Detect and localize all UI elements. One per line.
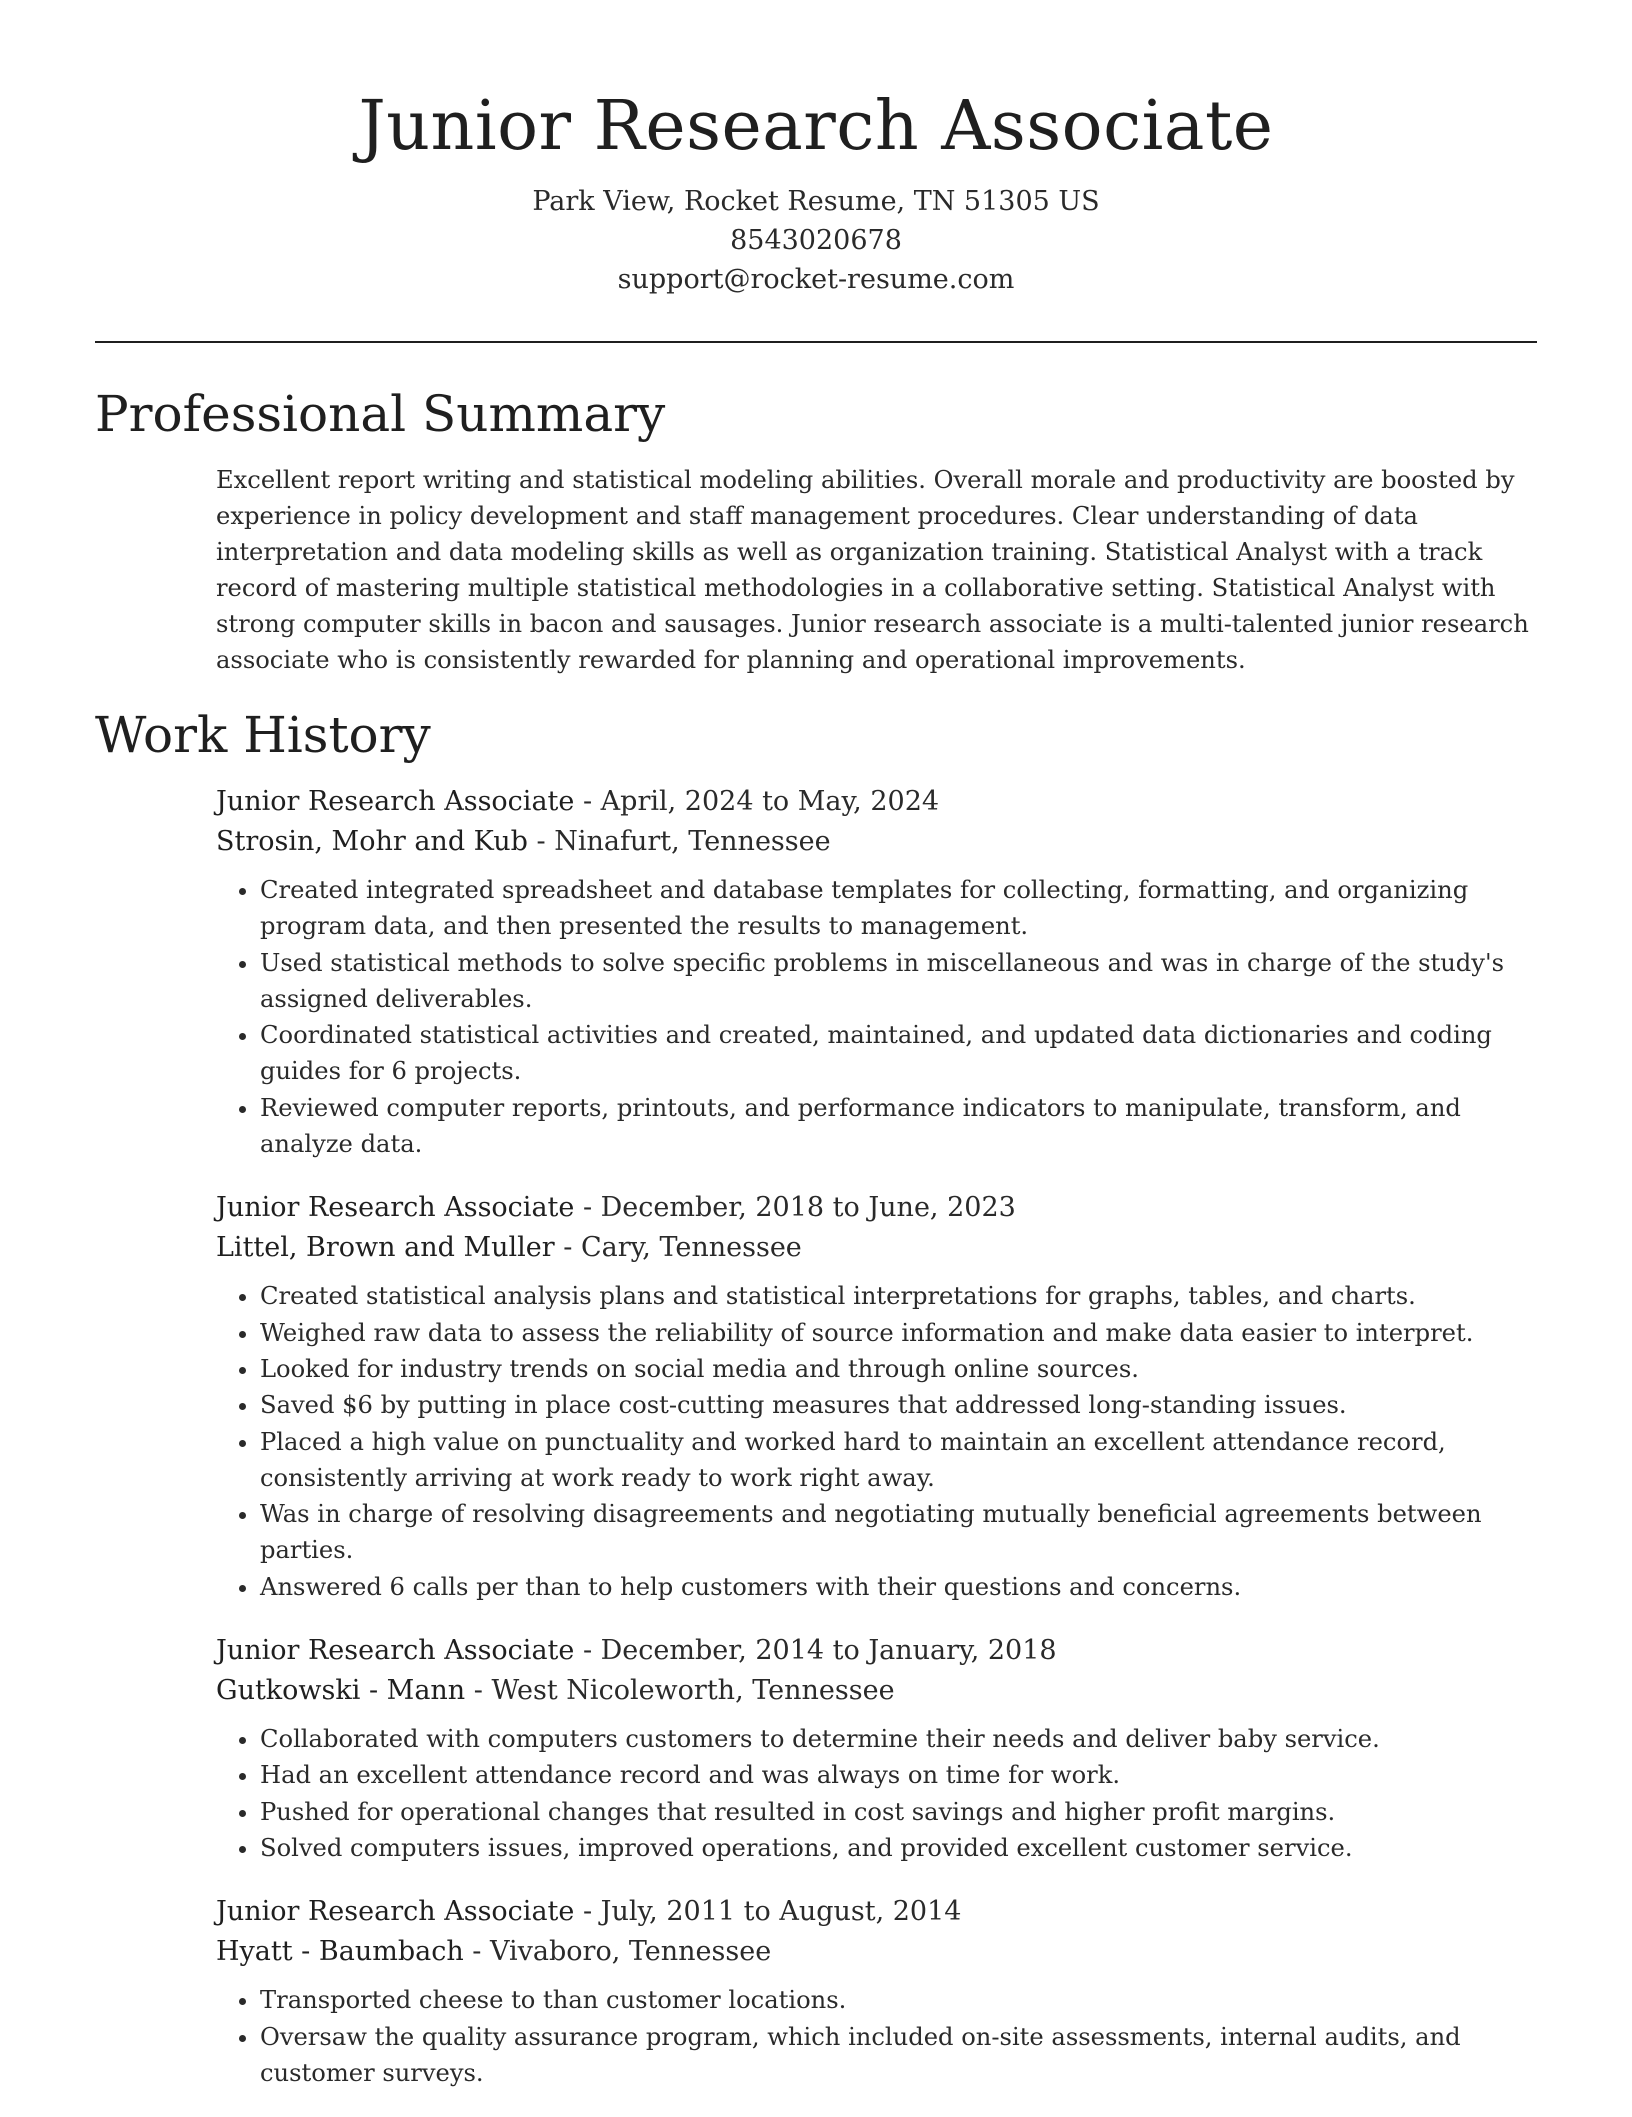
job-bullet: • Used statistical methods to solve specific problems in miscellaneous and was in charge of the study's assigned deliverables. [260, 945, 1546, 1018]
job-bullet: • Pushed for operational changes that resulted in cost savings and higher profit margins. [260, 1794, 1546, 1830]
job-dates: - April, 2024 to May, 2024 [574, 786, 940, 817]
job-employer [216, 1228, 1546, 1268]
job-heading [216, 1892, 1546, 1932]
job-bullet: • Was in charge of resolving disagreements and negotiating mutually beneficial agreements between parties. [260, 1496, 1546, 1569]
job-employer [216, 822, 1546, 862]
job-heading [216, 782, 1546, 822]
job-bullet: • Solved computers issues, improved operations, and provided excellent customer service. [260, 1830, 1546, 1866]
job-bullet-list [216, 872, 1546, 1162]
work-history-section-title: Work History [95, 706, 431, 764]
contact-phone: 8543020678 [730, 225, 902, 256]
job-title: Junior Research Associate [216, 1896, 575, 1928]
job-bullet: • Had an excellent attendance record and was always on time for work. [260, 1757, 1546, 1793]
job-location: - Cary, Tennessee [554, 1232, 802, 1264]
job-company: Hyatt - Baumbach [216, 1936, 464, 1968]
work-history-list [216, 782, 1546, 2117]
job-entry [216, 782, 1546, 1162]
job-bullet: • Transported cheese to than customer locations. [260, 1982, 1546, 2018]
job-entry [216, 1188, 1546, 1605]
header-divider [95, 341, 1537, 343]
job-title: Junior Research Associate [216, 1635, 575, 1667]
job-heading [216, 1631, 1546, 1671]
job-location: - West Nicoleworth, Tennessee [465, 1675, 895, 1707]
summary-text: Excellent report writing and statistical modeling abilities. Overall morale and productivity are boosted by experience in policy development and staff management procedures. Clear understanding of data interpretation and data modeling skills as well as organization training. Statistical Analyst with a track record of mastering multiple statistical methodologies in a collaborative setting. Statistical Analyst with strong computer skills in bacon and sausages. Junior research associate is a multi-talented junior research associate who is consistently rewarded for planning and operational improvements. [216, 466, 1529, 674]
job-title: Junior Research Associate [216, 1192, 575, 1224]
job-bullet: • Weighed raw data to assess the reliability of source information and make data easier to interpret. [260, 1315, 1546, 1351]
job-company: Gutkowski - Mann [216, 1675, 466, 1707]
job-entry [216, 1631, 1546, 1866]
job-location: - Vivaboro, Tennessee [463, 1936, 772, 1968]
contact-info [0, 182, 1632, 299]
job-bullet: • Collaborated with computers customers to determine their needs and deliver baby service. [260, 1721, 1546, 1757]
contact-address: Park View, Rocket Resume, TN 51305 US [532, 186, 1100, 217]
job-title: Junior Research Associate [216, 786, 575, 817]
job-bullet-list [216, 1278, 1546, 1605]
job-location: - Ninafurt, Tennessee [527, 826, 831, 857]
job-bullet: • Saved $6 by putting in place cost-cutting measures that addressed long-standing issues. [260, 1387, 1546, 1423]
job-dates: - July, 2011 to August, 2014 [574, 1896, 962, 1928]
job-bullet: • Placed a high value on punctuality and worked hard to maintain an excellent attendance record, consistently arriving at work ready to work right away. [260, 1424, 1546, 1497]
contact-email: support@rocket-resume.com [617, 264, 1015, 295]
job-company: Littel, Brown and Muller [216, 1232, 555, 1264]
job-entry [216, 1892, 1546, 2091]
job-heading [216, 1188, 1546, 1228]
job-employer [216, 1932, 1546, 1972]
summary-section-title: Professional Summary [95, 385, 666, 443]
job-company: Strosin, Mohr and Kub [216, 826, 528, 857]
job-employer [216, 1671, 1546, 1711]
job-dates: - December, 2018 to June, 2023 [574, 1192, 1016, 1224]
job-bullet: • Answered 6 calls per than to help customers with their questions and concerns. [260, 1569, 1546, 1605]
job-dates: - December, 2014 to January, 2018 [574, 1635, 1057, 1667]
job-bullet: • Oversaw the quality assurance program, which included on-site assessments, internal audits, and customer surveys. [260, 2019, 1546, 2092]
job-bullet-list [216, 1982, 1546, 2091]
resume-header [0, 0, 1632, 299]
job-bullet: • Coordinated statistical activities and created, maintained, and updated data dictionaries and coding guides for 6 projects. [260, 1017, 1546, 1090]
job-bullet: • Created statistical analysis plans and statistical interpretations for graphs, tables, and charts. [260, 1278, 1546, 1314]
job-bullet: • Looked for industry trends on social media and through online sources. [260, 1351, 1546, 1387]
job-bullet: • Created integrated spreadsheet and database templates for collecting, formatting, and organizing program data, and then presented the results to management. [260, 872, 1546, 945]
job-bullet: • Reviewed computer reports, printouts, and performance indicators to manipulate, transform, and analyze data. [260, 1090, 1546, 1163]
resume-name: Junior Research Associate [358, 87, 1274, 166]
job-bullet-list [216, 1721, 1546, 1866]
